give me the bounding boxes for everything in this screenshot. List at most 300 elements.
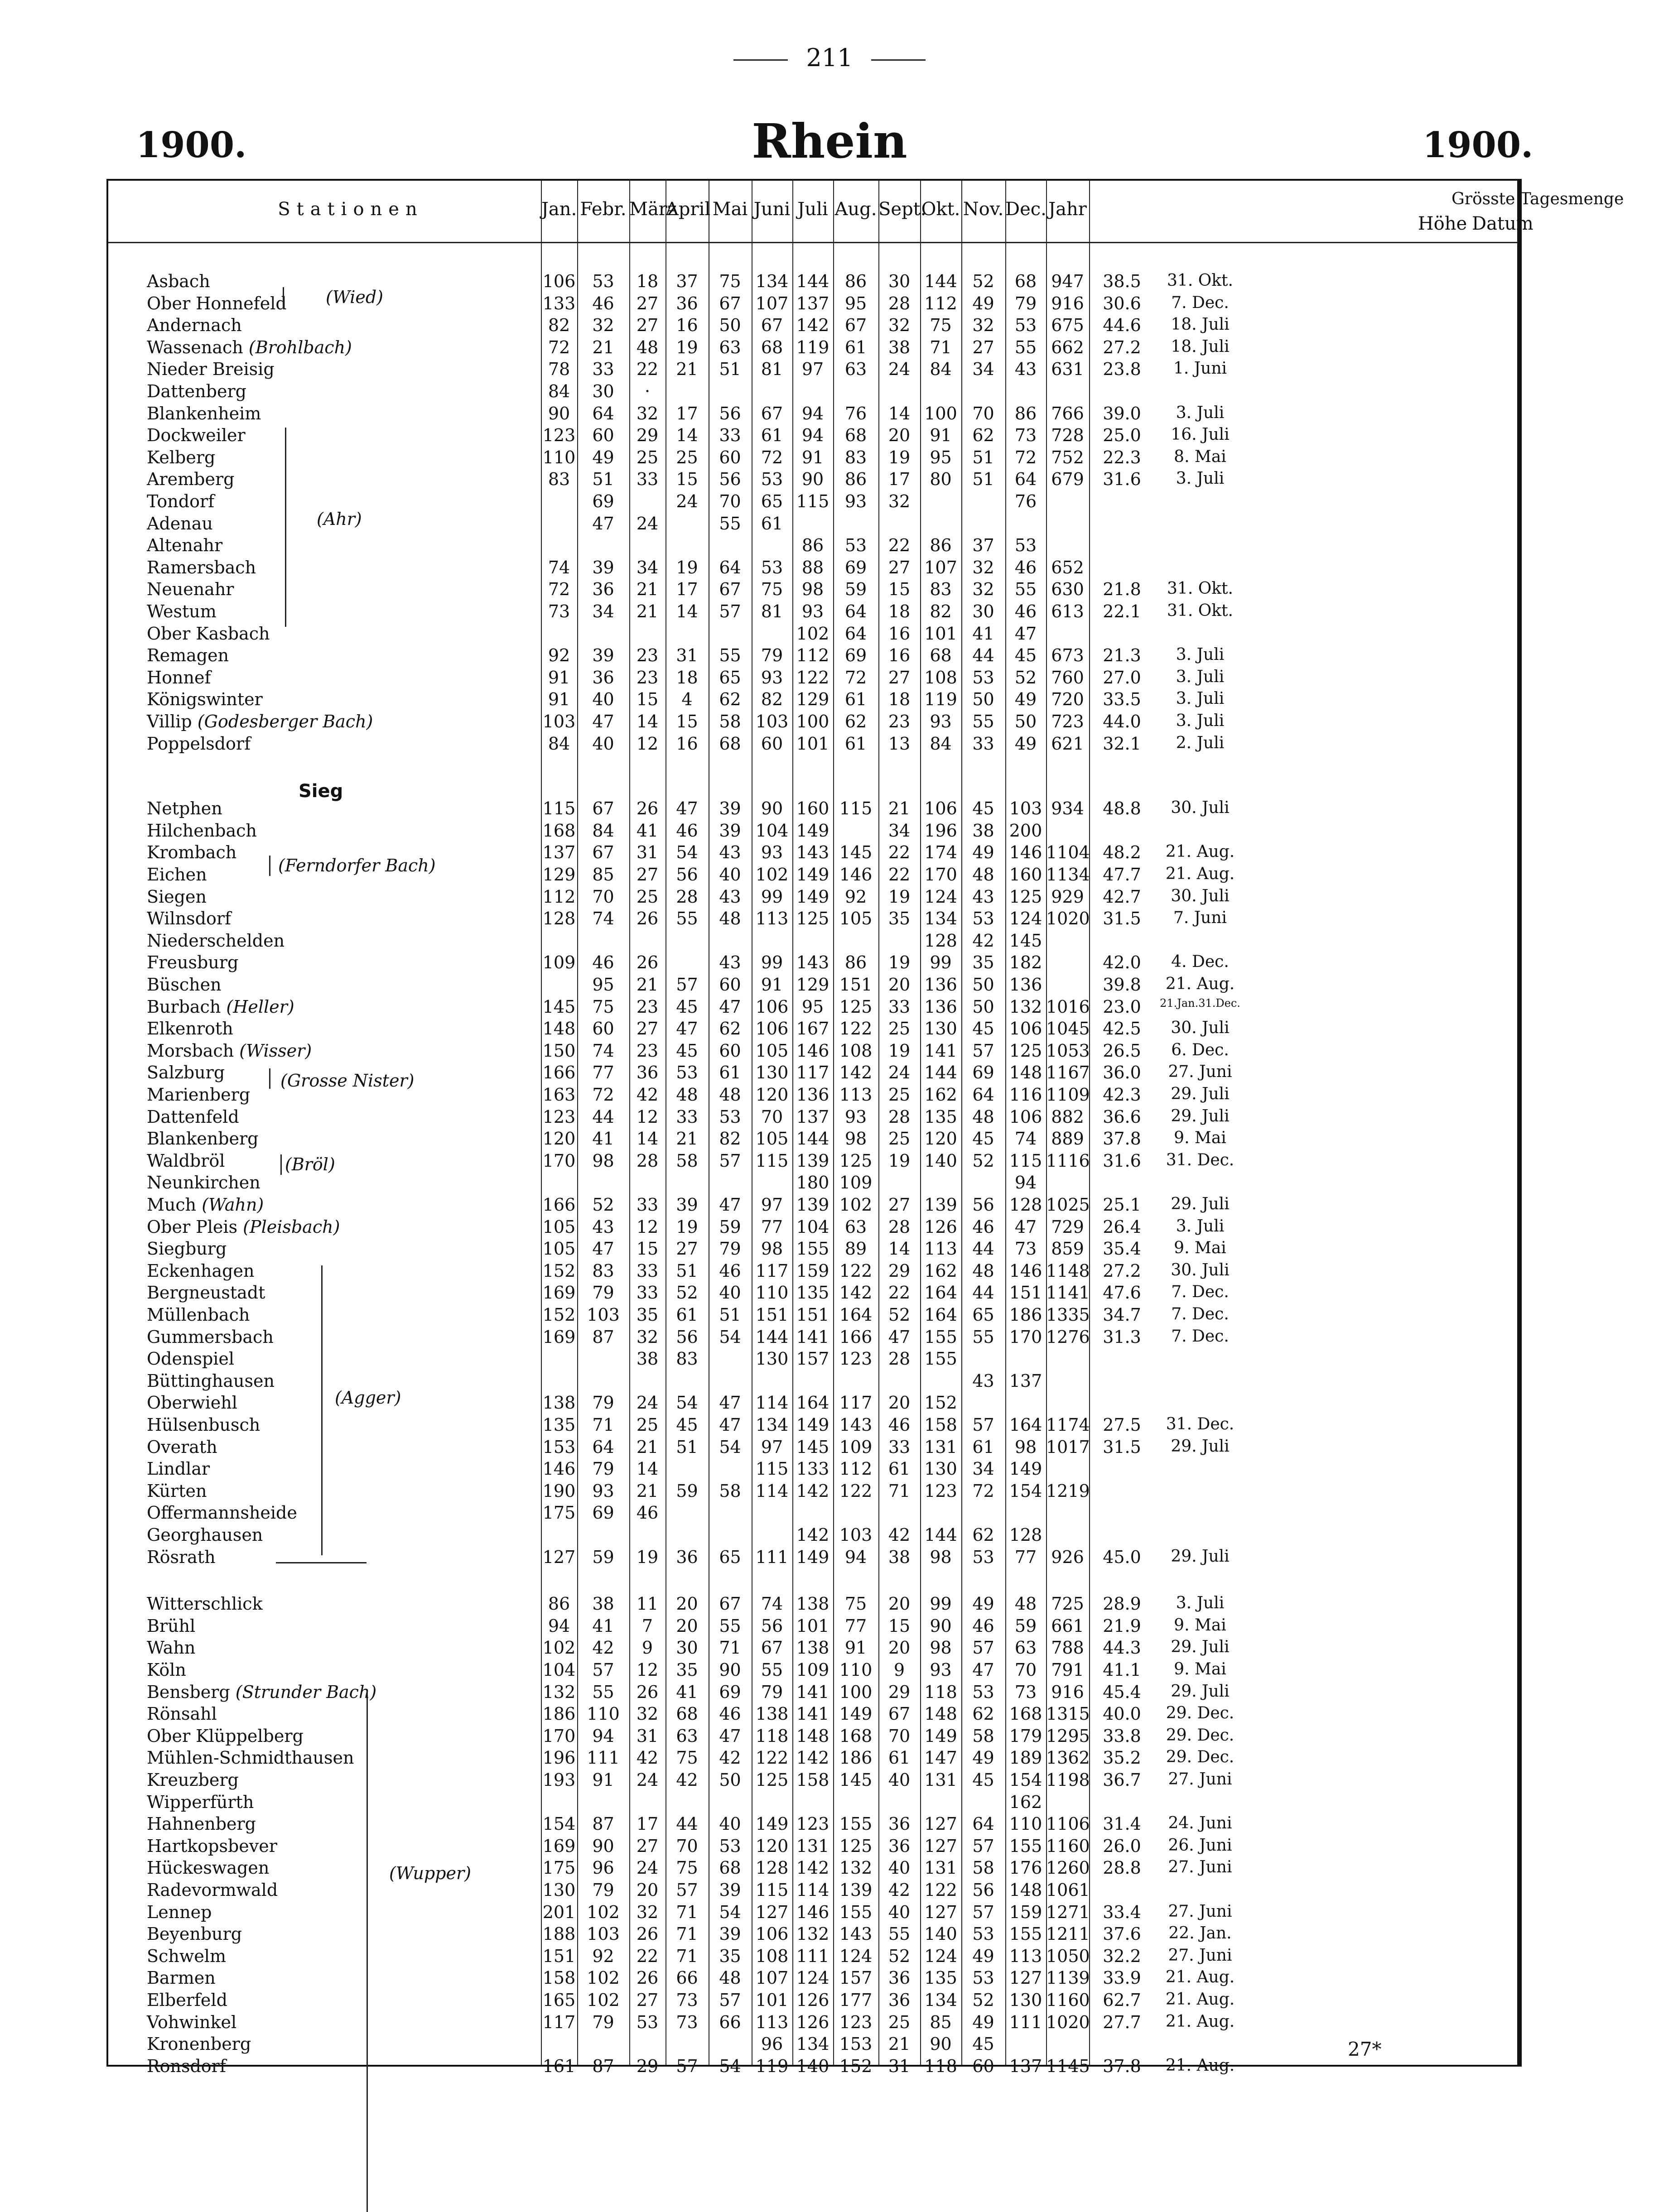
station-name bbox=[147, 271, 210, 291]
cell-month: 119 bbox=[924, 689, 957, 709]
cell-month: 55 bbox=[1014, 579, 1037, 599]
cell-month: 52 bbox=[1014, 668, 1037, 688]
cell-month: 84 bbox=[592, 821, 614, 841]
cell-month: 4 bbox=[681, 689, 693, 709]
cell-month: 49 bbox=[972, 293, 994, 313]
cell-month: 69 bbox=[592, 491, 614, 511]
cell-jahr: 1017 bbox=[1046, 1437, 1090, 1457]
table-row bbox=[108, 1283, 1517, 1304]
cell-hoehe: 36.7 bbox=[1103, 1770, 1141, 1790]
station-name bbox=[147, 1547, 216, 1567]
cell-month: 21 bbox=[888, 798, 911, 818]
station-label: Wilnsdorf bbox=[147, 909, 231, 928]
cell-month: 94 bbox=[801, 404, 824, 423]
cell-month: 91 bbox=[761, 975, 783, 995]
station-label: Kürten bbox=[147, 1481, 207, 1501]
cell-month: 70 bbox=[676, 1836, 698, 1856]
cell-month: 123 bbox=[924, 1481, 957, 1501]
cell-hoehe: 36.0 bbox=[1103, 1063, 1141, 1082]
cell-month: 61 bbox=[676, 1305, 698, 1325]
cell-month: 55 bbox=[592, 1682, 614, 1702]
cell-jahr: 720 bbox=[1051, 689, 1084, 709]
table-row bbox=[108, 1660, 1517, 1682]
cell-month: 14 bbox=[636, 1459, 659, 1479]
cell-month: 111 bbox=[755, 1547, 789, 1567]
cell-month: 91 bbox=[930, 425, 952, 445]
cell-jahr: 766 bbox=[1051, 404, 1084, 423]
table-row bbox=[108, 425, 1517, 447]
cell-jahr: 1145 bbox=[1046, 2056, 1090, 2076]
cell-month: 71 bbox=[592, 1415, 614, 1435]
cell-month: 47 bbox=[592, 514, 614, 534]
header-rule bbox=[108, 242, 1517, 243]
cell-datum: 21.Jan.31.Dec. bbox=[1160, 997, 1240, 1010]
cell-month: 160 bbox=[796, 798, 830, 818]
cell-month: 73 bbox=[1014, 425, 1037, 445]
cell-month: 90 bbox=[719, 1660, 741, 1680]
station-name bbox=[147, 689, 263, 709]
cell-month: 61 bbox=[888, 1748, 911, 1768]
cell-month: 32 bbox=[636, 404, 659, 423]
cell-datum: 22. Jan. bbox=[1168, 1924, 1232, 1943]
cell-month: 57 bbox=[719, 1990, 741, 2010]
cell-month: 91 bbox=[592, 1770, 614, 1790]
cell-month: 118 bbox=[755, 1726, 789, 1746]
cell-month: 44 bbox=[676, 1814, 698, 1834]
cell-month: 125 bbox=[755, 1770, 789, 1790]
cell-month: 134 bbox=[755, 1415, 789, 1435]
station-name bbox=[147, 1327, 274, 1347]
cell-month: 48 bbox=[636, 337, 659, 357]
cell-month: 135 bbox=[924, 1107, 957, 1127]
cell-month: 140 bbox=[796, 2056, 830, 2076]
cell-month: 58 bbox=[972, 1726, 994, 1746]
cell-datum: 21. Aug. bbox=[1165, 2056, 1235, 2075]
cell-month: 131 bbox=[796, 1836, 830, 1856]
cell-hoehe: 44.0 bbox=[1103, 712, 1141, 731]
cell-month: 169 bbox=[542, 1836, 576, 1856]
station-label: Netphen bbox=[147, 798, 222, 818]
cell-month: 13 bbox=[888, 734, 911, 754]
cell-month: 101 bbox=[924, 624, 957, 644]
cell-month: 20 bbox=[888, 1393, 911, 1413]
cell-month: 48 bbox=[1014, 1594, 1037, 1614]
cell-month: 102 bbox=[839, 1195, 873, 1215]
cell-month: 30 bbox=[676, 1638, 698, 1658]
cell-month: 131 bbox=[924, 1437, 957, 1457]
cell-month: 106 bbox=[542, 271, 576, 291]
cell-month: 129 bbox=[796, 689, 830, 709]
station-name bbox=[147, 1063, 225, 1082]
cell-month: 68 bbox=[719, 734, 741, 754]
cell-month: 46 bbox=[972, 1616, 994, 1636]
cell-month: 201 bbox=[542, 1902, 576, 1922]
cell-month: 116 bbox=[1009, 1085, 1042, 1105]
cell-month: 79 bbox=[592, 2012, 614, 2032]
cell-month: 70 bbox=[972, 404, 994, 423]
cell-month: 57 bbox=[972, 1041, 994, 1061]
cell-month: 32 bbox=[636, 1327, 659, 1347]
station-name bbox=[147, 1173, 260, 1193]
cell-jahr: 1148 bbox=[1046, 1261, 1090, 1281]
station-name bbox=[147, 1924, 242, 1944]
cell-month: 142 bbox=[796, 1858, 830, 1878]
cell-month: 170 bbox=[924, 865, 957, 885]
station-name bbox=[147, 601, 217, 621]
cell-month: 130 bbox=[1009, 1990, 1042, 2010]
table-row bbox=[108, 1041, 1517, 1063]
station-label: Hülsenbusch bbox=[147, 1415, 260, 1435]
column-rule bbox=[792, 181, 793, 2065]
table-row bbox=[108, 1019, 1517, 1040]
cell-month: 53 bbox=[1014, 535, 1037, 555]
station-name bbox=[147, 624, 270, 644]
station-label: Schwelm bbox=[147, 1946, 226, 1966]
cell-month: 19 bbox=[888, 1041, 911, 1061]
cell-month: 142 bbox=[796, 1481, 830, 1501]
cell-month: 155 bbox=[1009, 1836, 1042, 1856]
cell-month: 67 bbox=[761, 404, 783, 423]
cell-jahr: 1160 bbox=[1046, 1990, 1090, 2010]
cell-month: 85 bbox=[592, 865, 614, 885]
cell-month: 27 bbox=[888, 1195, 911, 1215]
cell-month: 31 bbox=[636, 842, 659, 862]
table-row bbox=[108, 668, 1517, 689]
cell-hoehe: 26.4 bbox=[1103, 1217, 1141, 1237]
cell-month: 158 bbox=[796, 1770, 830, 1790]
cell-month: 96 bbox=[592, 1858, 614, 1878]
year-left: 1900. bbox=[136, 125, 247, 166]
table-row bbox=[108, 579, 1517, 601]
table-row bbox=[108, 1616, 1517, 1638]
station-label: Burbach bbox=[147, 997, 221, 1017]
cell-month: 39 bbox=[719, 1880, 741, 1900]
cell-month: 135 bbox=[542, 1415, 576, 1435]
cell-month: 98 bbox=[761, 1239, 783, 1259]
cell-month: 75 bbox=[719, 271, 741, 291]
cell-jahr: 725 bbox=[1051, 1594, 1084, 1614]
cell-month: 115 bbox=[755, 1151, 789, 1171]
cell-month: 135 bbox=[796, 1283, 830, 1303]
cell-month: 155 bbox=[1009, 1924, 1042, 1944]
cell-jahr: 662 bbox=[1051, 337, 1084, 357]
cell-month: 115 bbox=[755, 1459, 789, 1479]
cell-month: 132 bbox=[1009, 997, 1042, 1017]
cell-hoehe: 23.0 bbox=[1103, 997, 1141, 1017]
cell-month: 57 bbox=[972, 1638, 994, 1658]
cell-month: 65 bbox=[719, 668, 741, 688]
cell-jahr: 1271 bbox=[1046, 1902, 1090, 1922]
cell-month: 93 bbox=[930, 1660, 952, 1680]
cell-month: 11 bbox=[636, 1594, 659, 1614]
station-name bbox=[147, 1195, 264, 1215]
table-row bbox=[108, 1239, 1517, 1260]
cell-month: 101 bbox=[796, 1616, 830, 1636]
cell-month: 27 bbox=[636, 1990, 659, 2010]
page-title: Rhein bbox=[752, 113, 907, 169]
cell-month: 93 bbox=[844, 1107, 867, 1127]
cell-month: 152 bbox=[839, 2056, 873, 2076]
station-label: Lennep bbox=[147, 1902, 212, 1922]
station-label: Hückeswagen bbox=[147, 1858, 270, 1878]
station-label: Dattenberg bbox=[147, 381, 246, 401]
cell-month: 109 bbox=[839, 1173, 873, 1193]
cell-month: 69 bbox=[972, 1063, 994, 1082]
cell-month: 17 bbox=[676, 404, 698, 423]
cell-month: 77 bbox=[1014, 1547, 1037, 1567]
cell-month: 47 bbox=[1014, 1217, 1037, 1237]
cell-month: 110 bbox=[587, 1704, 620, 1724]
station-label: Witterschlick bbox=[147, 1594, 263, 1614]
cell-month: 169 bbox=[542, 1283, 576, 1303]
cell-jahr: 1295 bbox=[1046, 1726, 1090, 1746]
cell-month: 36 bbox=[636, 1063, 659, 1082]
header-jahr: Jahr bbox=[1048, 199, 1087, 220]
cell-month: 40 bbox=[592, 689, 614, 709]
cell-month: 73 bbox=[1014, 1682, 1037, 1702]
cell-month: 41 bbox=[676, 1682, 698, 1702]
cell-month: 103 bbox=[542, 712, 576, 731]
cell-month: 40 bbox=[888, 1858, 911, 1878]
cell-month: 87 bbox=[592, 1814, 614, 1834]
cell-month: 73 bbox=[1014, 1239, 1037, 1259]
station-label: Barmen bbox=[147, 1968, 216, 1988]
table-row bbox=[108, 1503, 1517, 1524]
cell-month: 70 bbox=[719, 491, 741, 511]
cell-month: 145 bbox=[542, 997, 576, 1017]
cell-month: 130 bbox=[924, 1019, 957, 1039]
cell-month: 49 bbox=[972, 1748, 994, 1768]
cell-month: 34 bbox=[592, 601, 614, 621]
cell-month: 154 bbox=[542, 1814, 576, 1834]
cell-month: 52 bbox=[972, 1151, 994, 1171]
cell-month: 39 bbox=[676, 1195, 698, 1215]
station-name bbox=[147, 1371, 275, 1391]
group-label-broel: (Bröl) bbox=[285, 1154, 335, 1174]
cell-month: 27 bbox=[888, 558, 911, 577]
cell-month: 17 bbox=[676, 579, 698, 599]
cell-month: 149 bbox=[1009, 1459, 1042, 1479]
cell-jahr: 1053 bbox=[1046, 1041, 1090, 1061]
cell-month: 43 bbox=[972, 887, 994, 907]
station-name bbox=[147, 293, 287, 313]
cell-month: 51 bbox=[676, 1261, 698, 1281]
cell-month: 65 bbox=[719, 1547, 741, 1567]
cell-jahr: 661 bbox=[1051, 1616, 1084, 1636]
cell-month: 104 bbox=[796, 1217, 830, 1237]
cell-jahr: 926 bbox=[1051, 1547, 1084, 1567]
cell-month: 98 bbox=[844, 1129, 867, 1149]
cell-month: 79 bbox=[761, 1682, 783, 1702]
cell-month: 145 bbox=[839, 1770, 873, 1790]
cell-month: 40 bbox=[592, 734, 614, 754]
cell-month: 66 bbox=[719, 2012, 741, 2032]
cell-hoehe: 33.4 bbox=[1103, 1902, 1141, 1922]
table-row bbox=[108, 1459, 1517, 1481]
cell-month: 71 bbox=[930, 337, 952, 357]
station-name bbox=[147, 645, 229, 665]
cell-month: 29 bbox=[636, 2056, 659, 2076]
cell-month: 74 bbox=[548, 558, 570, 577]
cell-month: 162 bbox=[924, 1085, 957, 1105]
cell-jahr: 1315 bbox=[1046, 1704, 1090, 1724]
table-row bbox=[108, 645, 1517, 667]
cell-month: 152 bbox=[924, 1393, 957, 1413]
cell-hoehe: 37.6 bbox=[1103, 1924, 1141, 1944]
station-label: Marienberg bbox=[147, 1085, 251, 1105]
station-label: Odenspiel bbox=[147, 1349, 235, 1369]
table-row bbox=[108, 909, 1517, 930]
cell-hoehe: 33.9 bbox=[1103, 1968, 1141, 1988]
cell-month: 159 bbox=[796, 1261, 830, 1281]
cell-month: 25 bbox=[676, 447, 698, 467]
brace-agger bbox=[321, 1265, 323, 1555]
column-rule bbox=[878, 181, 879, 2065]
cell-month: 42 bbox=[888, 1525, 911, 1545]
cell-month: 32 bbox=[888, 315, 911, 335]
cell-month: 146 bbox=[839, 865, 873, 885]
cell-month: 26 bbox=[636, 1924, 659, 1944]
cell-hoehe: 27.0 bbox=[1103, 668, 1141, 688]
cell-month: 39 bbox=[719, 1924, 741, 1944]
cell-datum: 3. Juli bbox=[1176, 1594, 1225, 1612]
cell-month: 114 bbox=[755, 1393, 789, 1413]
cell-datum: 18. Juli bbox=[1171, 315, 1230, 334]
cell-month: 160 bbox=[1009, 865, 1042, 885]
cell-month: 157 bbox=[839, 1968, 873, 1988]
cell-month: 81 bbox=[761, 359, 783, 379]
cell-month: 138 bbox=[755, 1704, 789, 1724]
column-rule bbox=[1046, 181, 1047, 2065]
cell-month: 15 bbox=[888, 579, 911, 599]
cell-month: 45 bbox=[676, 1415, 698, 1435]
cell-month: 19 bbox=[888, 447, 911, 467]
table-row bbox=[108, 1107, 1517, 1129]
cell-month: 149 bbox=[796, 887, 830, 907]
cell-month: 96 bbox=[761, 2034, 783, 2054]
cell-month: 12 bbox=[636, 734, 659, 754]
cell-month: 193 bbox=[542, 1770, 576, 1790]
cell-jahr: 947 bbox=[1051, 271, 1084, 291]
cell-month: 36 bbox=[592, 579, 614, 599]
station-name bbox=[147, 1085, 250, 1105]
cell-datum: 29. Dec. bbox=[1166, 1726, 1235, 1745]
cell-month: 21 bbox=[636, 601, 659, 621]
cell-month: 120 bbox=[755, 1085, 789, 1105]
cell-month: 39 bbox=[592, 645, 614, 665]
cell-month: 16 bbox=[676, 315, 698, 335]
cell-month: 186 bbox=[839, 1748, 873, 1768]
cell-jahr: 729 bbox=[1051, 1217, 1084, 1237]
cell-datum: 16. Juli bbox=[1171, 425, 1230, 444]
station-label: Eckenhagen bbox=[147, 1261, 255, 1281]
station-label: Ober Honnefeld bbox=[147, 293, 287, 313]
cell-jahr: 1016 bbox=[1046, 997, 1090, 1017]
cell-hoehe: 26.5 bbox=[1103, 1041, 1141, 1061]
station-name bbox=[147, 909, 231, 928]
table-row bbox=[108, 1924, 1517, 1946]
cell-month: 186 bbox=[542, 1704, 576, 1724]
cell-month: 111 bbox=[587, 1748, 620, 1768]
brace-ferndorfer bbox=[269, 856, 270, 876]
cell-month: 126 bbox=[796, 1990, 830, 2010]
cell-month: 155 bbox=[924, 1327, 957, 1347]
cell-month: 27 bbox=[636, 1836, 659, 1856]
cell-hoehe: 31.3 bbox=[1103, 1327, 1141, 1347]
cell-month: 70 bbox=[761, 1107, 783, 1127]
cell-month: 33 bbox=[636, 1261, 659, 1281]
cell-month: 40 bbox=[888, 1902, 911, 1922]
station-label: Wahn bbox=[147, 1638, 196, 1658]
brace-ahr bbox=[285, 428, 286, 627]
cell-hoehe: 33.5 bbox=[1103, 689, 1141, 709]
cell-month: 119 bbox=[796, 337, 830, 357]
cell-datum: 8. Mai bbox=[1174, 447, 1226, 466]
cell-hoehe: 39.0 bbox=[1103, 404, 1141, 423]
cell-month: 67 bbox=[719, 1594, 741, 1614]
cell-month: 53 bbox=[676, 1063, 698, 1082]
cell-month: 43 bbox=[719, 887, 741, 907]
cell-hoehe: 42.5 bbox=[1103, 1019, 1141, 1039]
cell-month: 106 bbox=[755, 1924, 789, 1944]
cell-month: 110 bbox=[1009, 1814, 1042, 1834]
cell-month: 141 bbox=[796, 1327, 830, 1347]
station-name bbox=[147, 1107, 239, 1127]
station-note: (Strunder Bach) bbox=[235, 1682, 377, 1702]
column-rule bbox=[541, 181, 542, 2065]
cell-month: 47 bbox=[719, 1415, 741, 1435]
header-hoehe: Höhe bbox=[1418, 213, 1467, 234]
cell-month: 164 bbox=[796, 1393, 830, 1413]
cell-month: 33 bbox=[972, 734, 994, 754]
cell-month: 134 bbox=[924, 1990, 957, 2010]
cell-month: 14 bbox=[676, 601, 698, 621]
cell-datum: 21. Aug. bbox=[1165, 865, 1235, 883]
cell-month: 93 bbox=[844, 491, 867, 511]
cell-month: 30 bbox=[972, 601, 994, 621]
cell-month: 100 bbox=[796, 712, 830, 731]
table-row bbox=[108, 997, 1517, 1019]
cell-month: 61 bbox=[844, 734, 867, 754]
table-row bbox=[108, 1481, 1517, 1503]
cell-month: 52 bbox=[972, 1990, 994, 2010]
cell-month: 33 bbox=[888, 1437, 911, 1457]
cell-month: 28 bbox=[676, 887, 698, 907]
cell-month: 130 bbox=[542, 1880, 576, 1900]
cell-jahr: 723 bbox=[1051, 712, 1084, 731]
cell-month: 59 bbox=[676, 1481, 698, 1501]
cell-month: 50 bbox=[719, 1770, 741, 1790]
cell-month: 59 bbox=[1014, 1616, 1037, 1636]
station-label: Oberwiehl bbox=[147, 1393, 237, 1413]
header-month: Febr. bbox=[580, 199, 627, 220]
cell-month: 74 bbox=[592, 909, 614, 928]
cell-month: 153 bbox=[839, 2034, 873, 2054]
cell-month: 75 bbox=[676, 1858, 698, 1878]
cell-month: 36 bbox=[888, 1990, 911, 2010]
cell-month: 149 bbox=[924, 1726, 957, 1746]
station-label: Königswinter bbox=[147, 689, 263, 709]
cell-month: 75 bbox=[930, 315, 952, 335]
station-name bbox=[147, 469, 234, 489]
table-row bbox=[108, 1594, 1517, 1616]
cell-month: 44 bbox=[972, 645, 994, 665]
cell-month: 71 bbox=[888, 1481, 911, 1501]
cell-month: 90 bbox=[930, 2034, 952, 2054]
table-row bbox=[108, 469, 1517, 491]
cell-month: 105 bbox=[755, 1129, 789, 1149]
cell-month: 70 bbox=[592, 887, 614, 907]
